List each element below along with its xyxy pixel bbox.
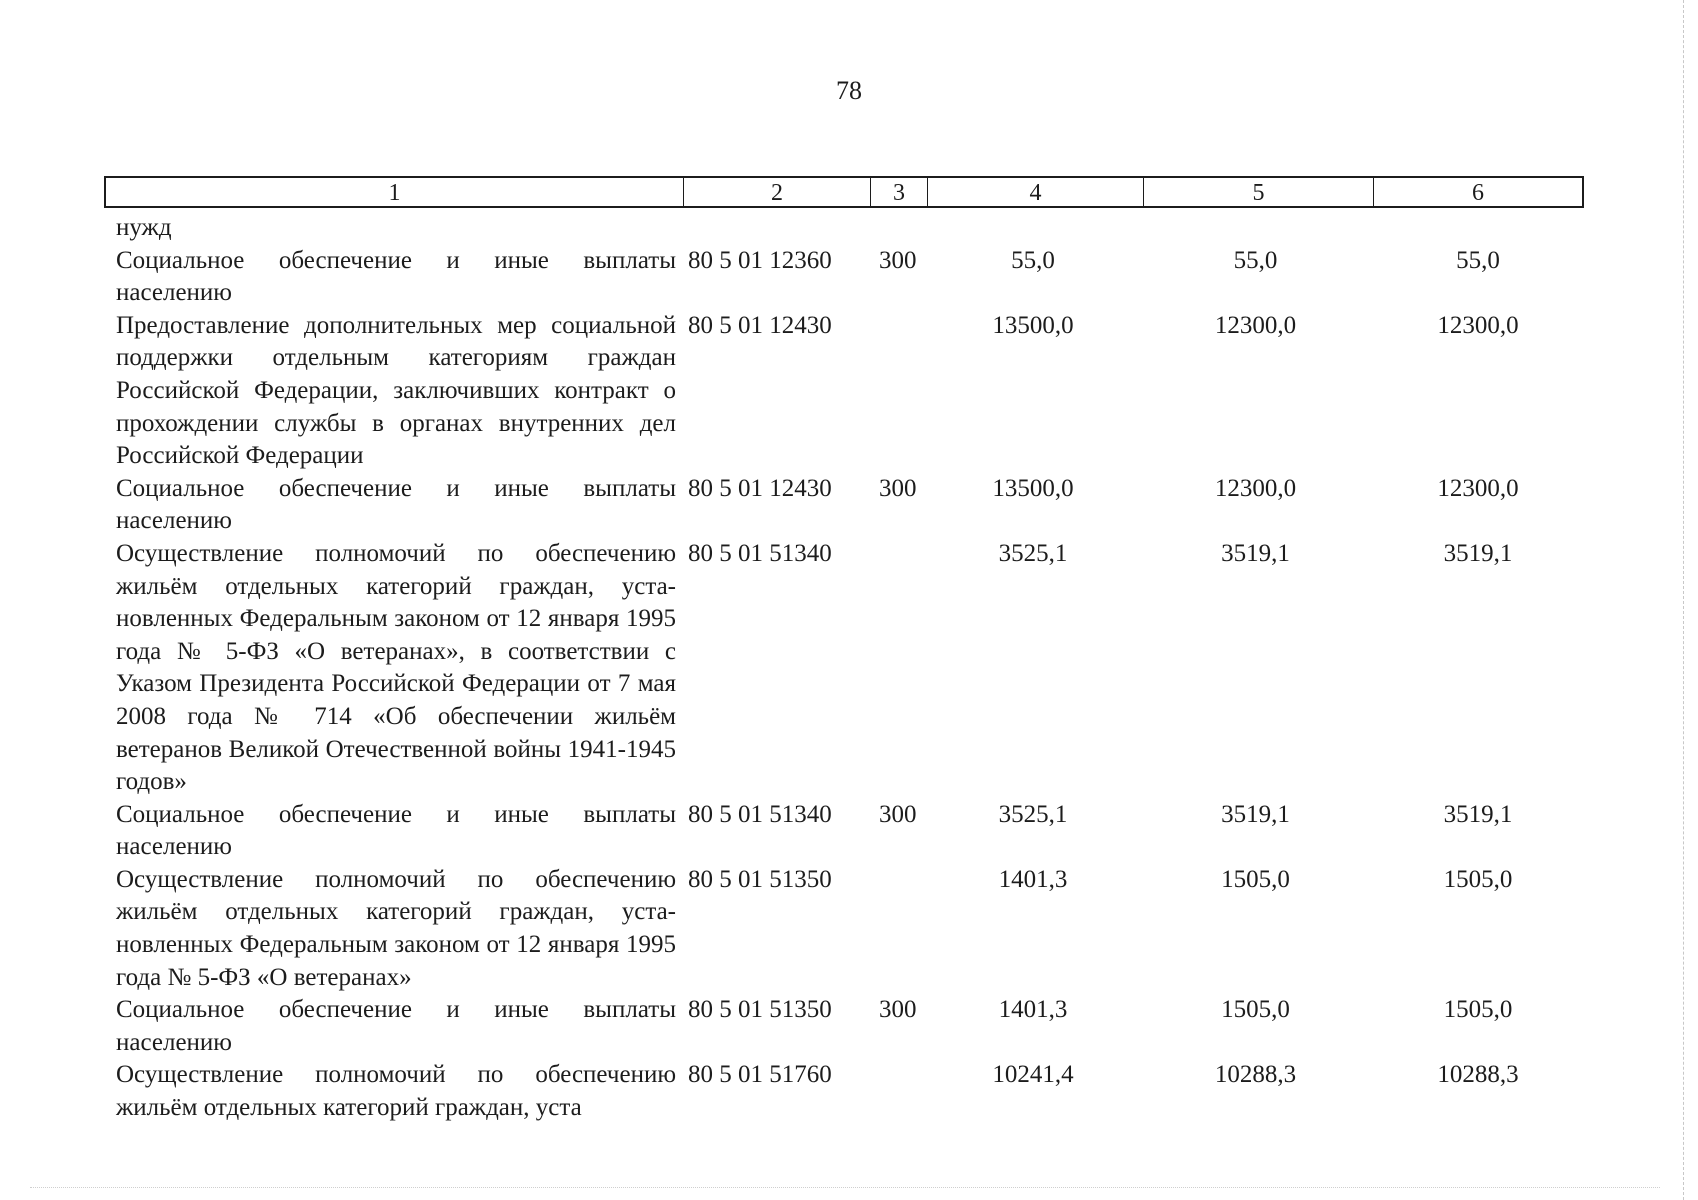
row-value-col5: 1505,0 [1221,996,1290,1024]
row-value-col6: 1505,0 [1443,996,1513,1024]
row-value-col5: 3519,1 [1221,800,1290,828]
row-code: 80 5 01 12430 [688,311,832,339]
row-code: 80 5 01 12360 [688,246,832,274]
row-expense-type: 300 [879,996,917,1024]
row-value-col4: 3525,1 [998,800,1068,828]
row-value-col4: 13500,0 [992,474,1074,502]
table-header [104,176,1584,208]
row-code: 80 5 01 12430 [688,474,832,502]
page-number: 78 [836,76,862,105]
row-value-col4: 1401,3 [998,996,1068,1024]
row-code: 80 5 01 51350 [688,996,832,1024]
table-row [104,310,1584,473]
row-value-col5: 1505,0 [1221,865,1290,893]
row-value-col4: 3525,1 [998,539,1068,567]
row-description: Социальное обеспечение и иные выплаты населению [116,246,676,307]
row-value-col4: 10241,4 [992,1061,1074,1089]
column-header-4: 4 [928,178,1144,206]
column-header-2: 2 [684,178,871,206]
row-description: нужд [116,214,172,241]
row-description: Осуществление полномочий по обеспечению жильём отдельных категорий граждан, установленных Федеральным законом от 12 января 1995 года № 5-ФЗ «О ветеранах» [116,865,676,991]
scan-edge-line [1682,0,1684,1200]
column-header-1: 1 [106,178,684,206]
row-code: 80 5 01 51340 [688,800,832,828]
row-expense-type: 300 [879,246,917,274]
column-header-5: 5 [1144,178,1374,206]
row-expense-type: 300 [879,474,917,502]
row-code: 80 5 01 51760 [688,1061,832,1089]
row-value-col6: 12300,0 [1437,474,1519,502]
table-row [104,799,1584,864]
row-description: Социальное обеспечение и иные выплаты населению [116,800,676,861]
row-value-col6: 12300,0 [1437,311,1519,339]
row-description: Осуществление полномочий по обеспечению жильём отдельных категорий граждан, установленных Федеральным законом от 12 января 1995 года № 5-ФЗ «О ветеранах», в соответствии с Указом Президента Российской Федерации от 7 мая 2008 года № 714 «Об обеспечении жильём ветеранов Великой Отечественной войны 1941-1945 годов» [116,539,676,796]
column-header-3: 3 [871,178,928,206]
row-value-col6: 3519,1 [1443,800,1513,828]
row-description: Осуществление полномочий по обеспечению жильём отдельных категорий граждан, уста [116,1061,676,1122]
table-body [104,212,1584,1125]
table-row [104,538,1584,799]
row-value-col6: 3519,1 [1443,539,1513,567]
row-value-col5: 3519,1 [1221,539,1290,567]
table-row [104,212,1584,245]
row-value-col4: 1401,3 [998,865,1068,893]
row-value-col5: 10288,3 [1214,1061,1297,1089]
row-value-col5: 12300,0 [1214,474,1297,502]
row-description: Социальное обеспечение и иные выплаты населению [116,474,676,535]
table-row [104,994,1584,1059]
row-value-col4: 13500,0 [992,311,1074,339]
row-value-col6: 1505,0 [1443,865,1513,893]
table-row [104,473,1584,538]
row-value-col5: 12300,0 [1214,311,1297,339]
row-value-col5: 55,0 [1233,246,1278,274]
row-expense-type: 300 [879,800,917,828]
row-description: Социальное обеспечение и иные выплаты населению [116,996,676,1056]
row-value-col6: 55,0 [1456,246,1500,274]
table-row [104,1059,1584,1124]
row-description: Предоставление дополнительных мер социальной поддержки отдельным категориям граждан Российской Федерации, заключивших контракт о прохождении службы в органах внутренних дел Российской Федерации [116,311,676,470]
scan-bottom-line [30,1186,1660,1188]
row-code: 80 5 01 51350 [688,865,832,893]
table-row [104,245,1584,310]
row-value-col4: 55,0 [1011,246,1055,274]
row-code: 80 5 01 51340 [688,539,832,567]
row-value-col6: 10288,3 [1437,1061,1519,1089]
table-row [104,864,1584,994]
column-header-6: 6 [1472,180,1484,206]
